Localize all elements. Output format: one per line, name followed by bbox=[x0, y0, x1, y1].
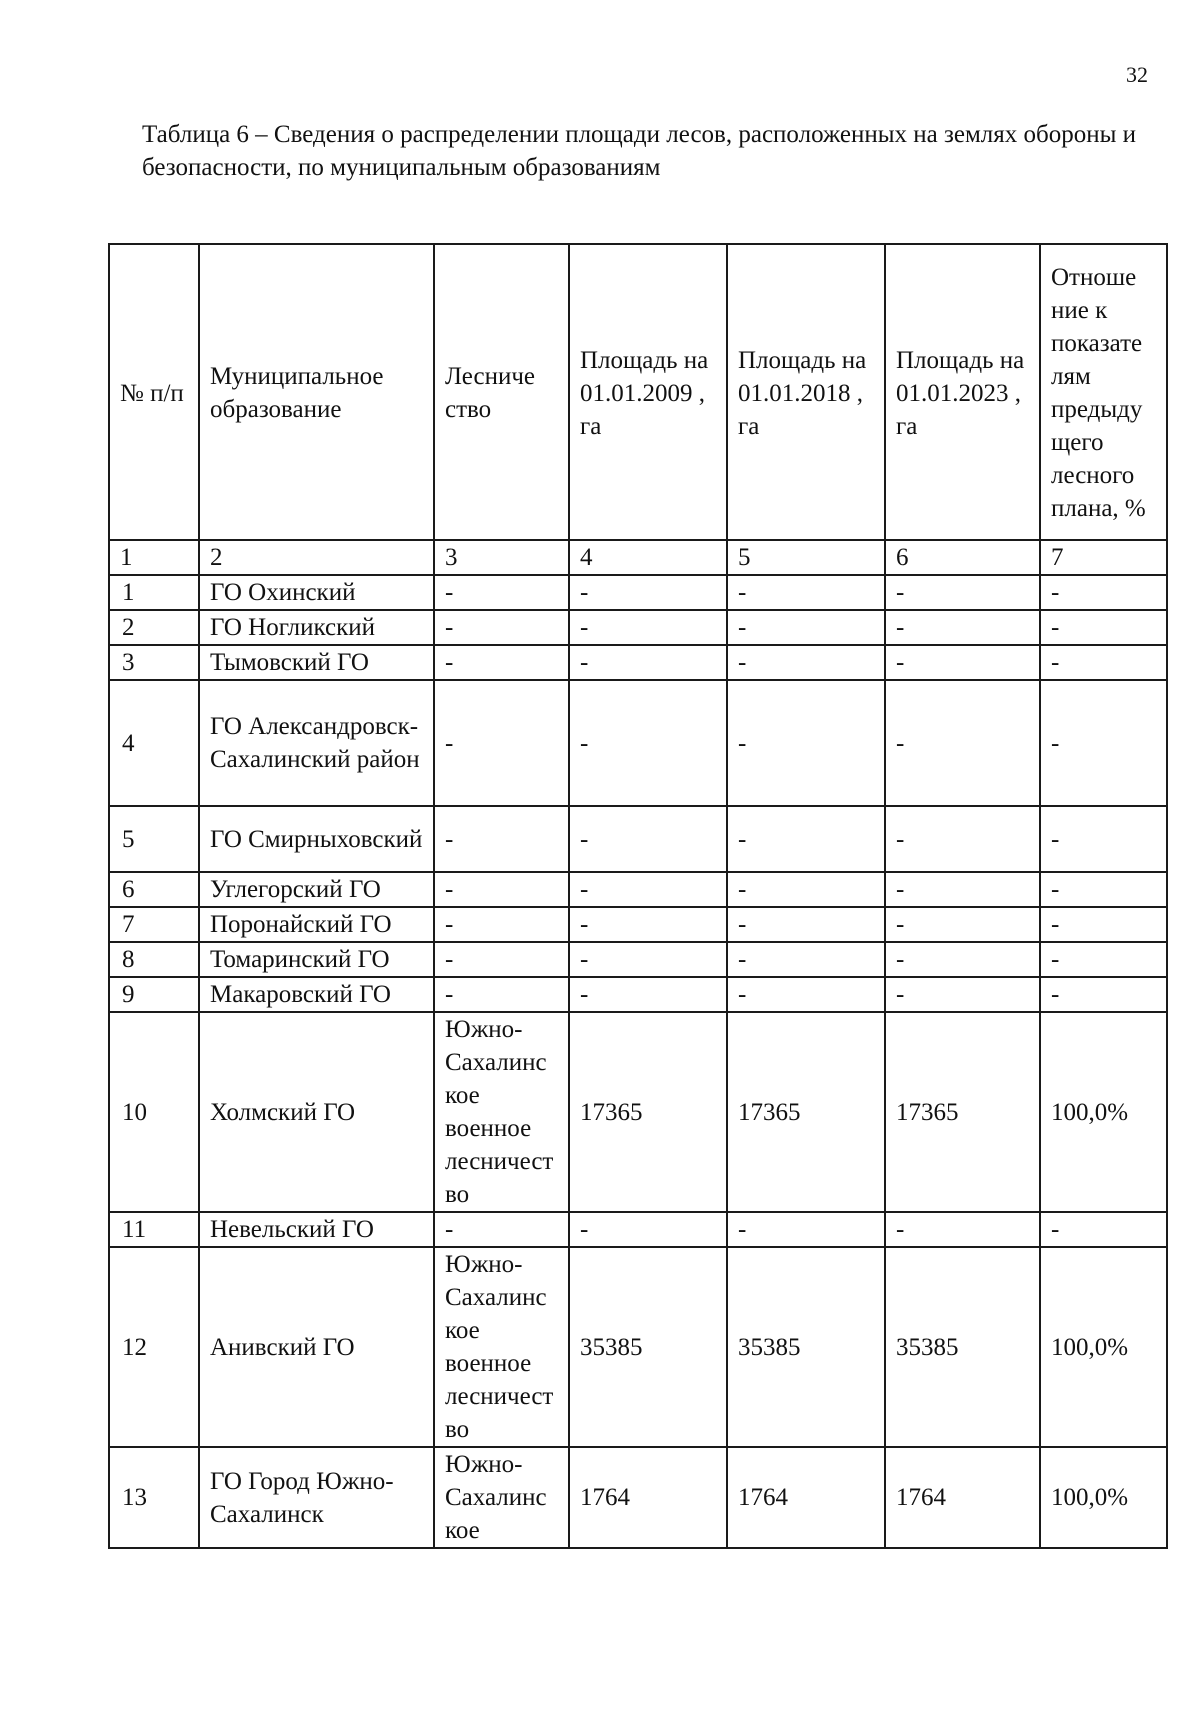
header-ratio: Отноше ние к показате лям предыду щего лесного плана, % bbox=[1040, 244, 1167, 540]
cell-number: 6 bbox=[109, 872, 199, 907]
cell-forestry: - bbox=[434, 575, 569, 610]
cell-area-2009: - bbox=[569, 942, 727, 977]
table-header-row bbox=[109, 244, 1167, 540]
cell-municipality: Макаровский ГО bbox=[199, 977, 434, 1012]
cell-ratio: 100,0% bbox=[1040, 1447, 1167, 1548]
cell-forestry: Южно-Сахалинское военное лесничество bbox=[434, 1012, 569, 1212]
header-area-2023: Площадь на 01.01.2023 , га bbox=[885, 244, 1040, 540]
header-municipality: Муниципальное образование bbox=[199, 244, 434, 540]
cell-number: 12 bbox=[109, 1247, 199, 1447]
cell-area-2009: - bbox=[569, 680, 727, 806]
cell-municipality: ГО Охинский bbox=[199, 575, 434, 610]
cell-area-2018: - bbox=[727, 610, 885, 645]
cell-ratio: - bbox=[1040, 942, 1167, 977]
table-caption: Таблица 6 – Сведения о распределении площади лесов, расположенных на землях обороны и безопасности, по муниципальным образованиям bbox=[142, 121, 1137, 181]
cell-number: 2 bbox=[109, 610, 199, 645]
cell-area-2023: - bbox=[885, 610, 1040, 645]
cell-area-2023: - bbox=[885, 575, 1040, 610]
cell-area-2023: - bbox=[885, 680, 1040, 806]
cell-forestry: - bbox=[434, 645, 569, 680]
table-row bbox=[109, 942, 1167, 977]
cell-area-2018: 1764 bbox=[727, 1447, 885, 1548]
cell-area-2018: - bbox=[727, 645, 885, 680]
cell-ratio: - bbox=[1040, 1212, 1167, 1247]
cell-ratio: - bbox=[1040, 977, 1167, 1012]
cell-number: 11 bbox=[109, 1212, 199, 1247]
cell-forestry: - bbox=[434, 610, 569, 645]
table-row bbox=[109, 907, 1167, 942]
cell-ratio: - bbox=[1040, 610, 1167, 645]
forest-distribution-table bbox=[108, 243, 1168, 1549]
cell-area-2018: 35385 bbox=[727, 1247, 885, 1447]
cell-municipality: ГО Ногликский bbox=[199, 610, 434, 645]
cell-municipality: Холмский ГО bbox=[199, 1012, 434, 1212]
cell-area-2018: - bbox=[727, 907, 885, 942]
cell-area-2023: - bbox=[885, 806, 1040, 872]
cell-ratio: 100,0% bbox=[1040, 1012, 1167, 1212]
cell-number: 4 bbox=[109, 680, 199, 806]
cell-municipality: Поронайский ГО bbox=[199, 907, 434, 942]
cell-area-2018: - bbox=[727, 872, 885, 907]
cell-forestry: - bbox=[434, 942, 569, 977]
cell-area-2023: 17365 bbox=[885, 1012, 1040, 1212]
cell-area-2018: - bbox=[727, 942, 885, 977]
cell-number: 10 bbox=[109, 1012, 199, 1212]
column-index-cell: 5 bbox=[727, 540, 885, 575]
cell-area-2018: - bbox=[727, 977, 885, 1012]
cell-area-2009: - bbox=[569, 575, 727, 610]
cell-area-2023: - bbox=[885, 872, 1040, 907]
cell-area-2023: - bbox=[885, 645, 1040, 680]
cell-forestry: - bbox=[434, 680, 569, 806]
table-row bbox=[109, 977, 1167, 1012]
header-area-2018: Площадь на 01.01.2018 , га bbox=[727, 244, 885, 540]
cell-area-2023: 35385 bbox=[885, 1247, 1040, 1447]
table-row bbox=[109, 1447, 1167, 1548]
cell-number: 5 bbox=[109, 806, 199, 872]
header-area-2009: Площадь на 01.01.2009 , га bbox=[569, 244, 727, 540]
table-row bbox=[109, 1247, 1167, 1447]
cell-ratio: - bbox=[1040, 680, 1167, 806]
header-forestry: Лесниче ство bbox=[434, 244, 569, 540]
table-row bbox=[109, 680, 1167, 806]
cell-area-2018: - bbox=[727, 806, 885, 872]
table-row bbox=[109, 872, 1167, 907]
cell-ratio: - bbox=[1040, 806, 1167, 872]
cell-area-2009: 17365 bbox=[569, 1012, 727, 1212]
table-row bbox=[109, 645, 1167, 680]
table-row bbox=[109, 806, 1167, 872]
cell-area-2009: - bbox=[569, 907, 727, 942]
cell-number: 8 bbox=[109, 942, 199, 977]
cell-area-2023: - bbox=[885, 942, 1040, 977]
cell-area-2009: - bbox=[569, 645, 727, 680]
table-row bbox=[109, 1012, 1167, 1212]
cell-number: 7 bbox=[109, 907, 199, 942]
cell-area-2018: - bbox=[727, 680, 885, 806]
cell-ratio: - bbox=[1040, 645, 1167, 680]
cell-forestry: - bbox=[434, 872, 569, 907]
cell-area-2009: - bbox=[569, 610, 727, 645]
column-index-cell: 3 bbox=[434, 540, 569, 575]
cell-municipality: Тымовский ГО bbox=[199, 645, 434, 680]
cell-ratio: - bbox=[1040, 575, 1167, 610]
cell-number: 3 bbox=[109, 645, 199, 680]
column-index-row bbox=[109, 540, 1167, 575]
column-index-cell: 6 bbox=[885, 540, 1040, 575]
column-index-cell: 4 bbox=[569, 540, 727, 575]
cell-area-2009: - bbox=[569, 1212, 727, 1247]
page-number: 32 bbox=[1126, 62, 1148, 87]
cell-forestry: Южно-Сахалинское военное лесничество bbox=[434, 1247, 569, 1447]
cell-area-2023: - bbox=[885, 907, 1040, 942]
cell-number: 9 bbox=[109, 977, 199, 1012]
cell-number: 1 bbox=[109, 575, 199, 610]
cell-forestry: - bbox=[434, 907, 569, 942]
cell-forestry: - bbox=[434, 806, 569, 872]
cell-area-2018: - bbox=[727, 1212, 885, 1247]
cell-ratio: 100,0% bbox=[1040, 1247, 1167, 1447]
cell-municipality: Томаринский ГО bbox=[199, 942, 434, 977]
cell-municipality: ГО Смирныховский bbox=[199, 806, 434, 872]
cell-forestry: - bbox=[434, 977, 569, 1012]
cell-ratio: - bbox=[1040, 872, 1167, 907]
cell-forestry: Южно-Сахалинское bbox=[434, 1447, 569, 1548]
cell-number: 13 bbox=[109, 1447, 199, 1548]
header-number: № п/п bbox=[109, 244, 199, 540]
cell-area-2009: - bbox=[569, 806, 727, 872]
cell-municipality: ГО Александровск-Сахалинский район bbox=[199, 680, 434, 806]
table-row bbox=[109, 1212, 1167, 1247]
cell-area-2023: 1764 bbox=[885, 1447, 1040, 1548]
cell-area-2018: 17365 bbox=[727, 1012, 885, 1212]
table-row bbox=[109, 610, 1167, 645]
cell-area-2023: - bbox=[885, 977, 1040, 1012]
column-index-cell: 1 bbox=[109, 540, 199, 575]
cell-area-2018: - bbox=[727, 575, 885, 610]
cell-area-2009: 1764 bbox=[569, 1447, 727, 1548]
cell-municipality: ГО Город Южно-Сахалинск bbox=[199, 1447, 434, 1548]
column-index-cell: 7 bbox=[1040, 540, 1167, 575]
cell-area-2023: - bbox=[885, 1212, 1040, 1247]
cell-municipality: Анивский ГО bbox=[199, 1247, 434, 1447]
column-index-cell: 2 bbox=[199, 540, 434, 575]
cell-municipality: Невельский ГО bbox=[199, 1212, 434, 1247]
cell-forestry: - bbox=[434, 1212, 569, 1247]
cell-ratio: - bbox=[1040, 907, 1167, 942]
cell-area-2009: 35385 bbox=[569, 1247, 727, 1447]
cell-area-2009: - bbox=[569, 977, 727, 1012]
cell-area-2009: - bbox=[569, 872, 727, 907]
cell-municipality: Углегорский ГО bbox=[199, 872, 434, 907]
table-row bbox=[109, 575, 1167, 610]
